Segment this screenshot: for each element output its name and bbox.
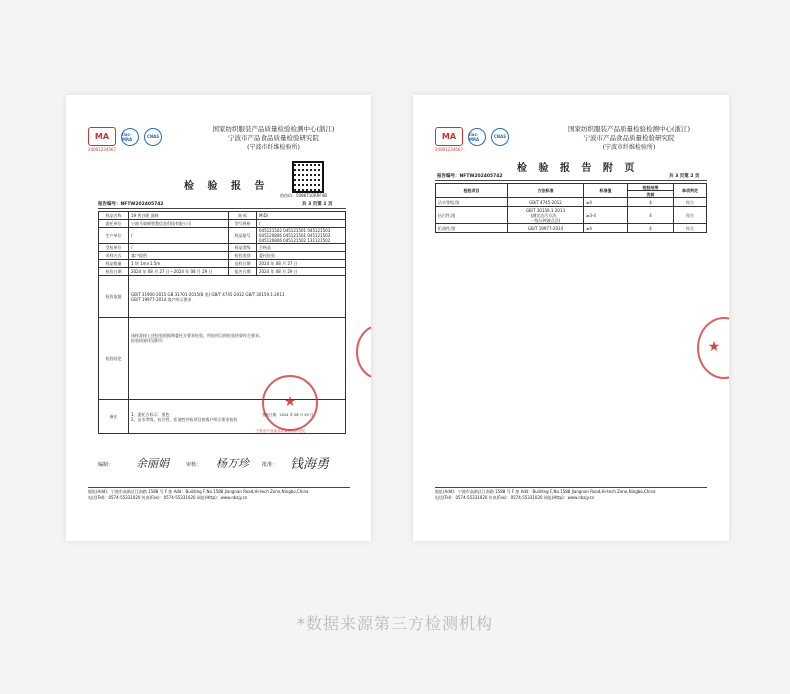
report-info-row: [99, 220, 346, 228]
inspection-report-page: [66, 95, 371, 541]
ma-logo-icon: MA: [435, 127, 463, 146]
qr-code-icon: [292, 161, 324, 193]
field-label: 生产单位: [99, 228, 129, 244]
report-info-row: [99, 212, 346, 220]
page-number: 共 3 页第 1 页: [302, 202, 333, 207]
result-cell-method: GB/T 19977-2014: [508, 224, 584, 233]
field-label: 商 标: [229, 212, 257, 220]
field-label: 采样方式: [99, 252, 129, 260]
field-label: 样品数量: [99, 260, 129, 268]
col-result-sub: 洗前: [628, 191, 674, 198]
page-number: 共 3 页第 2 页: [669, 174, 700, 179]
result-cell-method: GB/T 30159.1-2013 (测定沾污方法， 一级压榨液点法): [508, 207, 584, 224]
field-value: 19 普白呢 面料: [129, 212, 229, 220]
field-value: 2024 年 08 月 27 日: [257, 260, 346, 268]
result-cell-std: ≥4: [584, 224, 628, 233]
result-cell-judge: 符合: [674, 207, 707, 224]
field-value: 委托检验: [257, 252, 346, 260]
field-value: /: [129, 244, 229, 252]
report-info-row: [99, 252, 346, 260]
field-value: 客户提供: [129, 252, 229, 260]
edge-seal-icon: ★: [697, 317, 729, 379]
report-header: [186, 125, 361, 152]
signature-compiler: 余丽娟: [136, 457, 169, 470]
sign-label: 编制：: [98, 462, 114, 468]
result-cell-item: 抗污性,级: [436, 207, 508, 224]
basis-label: 检验依据: [99, 276, 129, 318]
col-result: 检验结果: [628, 184, 674, 191]
field-label: 样品批号: [229, 228, 257, 244]
col-std: 标准值: [584, 184, 628, 198]
basis-value: GB/T 31900-2015 GB 31701-2015(B 类) GB/T 4745-2012 GB/T 30159.1-2013 GB/T 19977-2014 客户明示要求: [129, 276, 346, 318]
footer-contact: 电话(Tel)：0574-55331020 传真(Fax)：0574-55331020 网址(Http)：www.nbzjy.cn: [435, 495, 595, 500]
result-cell-judge: 符合: [674, 224, 707, 233]
field-label: 送样日期: [229, 260, 257, 268]
audit-label: 审核：: [186, 462, 202, 468]
institute-name: 国家纺织服装产品质量检验检测中心(浙江): [567, 125, 691, 133]
field-label: 型号规格: [229, 220, 257, 228]
report-info-row: [99, 228, 346, 244]
field-value: 045121502 045121501 045121503 045120806 045121501 045121503 045120806 045121502 131121502: [257, 228, 346, 244]
col-item: 检验项目: [436, 184, 508, 198]
report-info-row: [99, 260, 346, 268]
ilac-logo-icon: ilac-MRA: [468, 128, 486, 146]
report-info-row: [99, 244, 346, 252]
appendix-header: [539, 125, 719, 152]
certification-logos: [88, 127, 162, 152]
field-label: 受检单位: [99, 244, 129, 252]
field-value: 宁波马骑顿智慧信息科技有限公司: [129, 220, 229, 228]
divider: [98, 208, 346, 209]
ilac-logo-icon: ilac-MRA: [121, 128, 139, 146]
report-no-label: 报告编号：NFTW202405742: [98, 202, 164, 207]
cnas-logo-icon: CNAS: [144, 128, 162, 146]
field-value: MiDi: [257, 212, 346, 220]
appendix-page: [413, 95, 729, 541]
institute-alias: (宁波市纤维检验所): [247, 144, 300, 151]
certification-logos: [435, 127, 509, 152]
field-label: 样品等级: [229, 244, 257, 252]
field-label: 报告日期: [229, 268, 257, 276]
signature-approver: 钱海勇: [290, 457, 330, 472]
result-cell-method: GB/T 4745-2012: [508, 198, 584, 207]
col-judge: 单项判定: [674, 184, 707, 198]
result-cell-std: ≥4: [584, 198, 628, 207]
report-title: 检 验 报 告: [184, 181, 270, 192]
result-cell-result: 4: [628, 198, 674, 207]
footer-divider: [88, 487, 350, 488]
footer-address: 地址(Add)：宁波市高新区江南路 1588 号 F 座 Add：Building F,No.1588 Jiangnan Road,Hi-tech Zone,Ningbo,China: [88, 489, 309, 494]
notes-value: 1、委托方标示：黑色 2、沾水等级、抗污性、拒油性外检项目按客户明示要求检验: [129, 400, 346, 434]
field-value: 2024 年 08 月 29 日: [257, 268, 346, 276]
result-cell-item: 沾水等级,级: [436, 198, 508, 207]
result-row: [436, 207, 707, 224]
anti-fake-code: 防伪码：5086710RRF4B: [280, 193, 327, 198]
signature-auditor: 杨万珍: [216, 457, 249, 470]
seal-text: 宁波市产品食品质量检验研究院: [256, 429, 305, 433]
field-value: 合格品: [257, 244, 346, 252]
conclusion-label: 检验结论: [99, 318, 129, 400]
edge-seal-icon: [356, 325, 371, 379]
divider: [435, 180, 707, 181]
appendix-footer: [435, 489, 655, 501]
report-footer: [88, 489, 308, 501]
data-source-caption: *数据来源第三方检测机构: [296, 614, 493, 633]
footer-divider: [435, 487, 707, 488]
col-method: 方法标准: [508, 184, 584, 198]
result-row: [436, 198, 707, 207]
ma-logo-number: 24001234567: [88, 147, 116, 152]
institute-name: 国家纺织服装产品质量检验检测中心(浙江): [212, 125, 335, 133]
institute-alias: (宁波市纤维检验所): [602, 144, 656, 151]
footer-address: 地址(Add)：宁波市高新区江南路 1588 号 F 座 Add：Building F,No.1588 Jiangnan Road,Hi-tech Zone,Ningbo,China: [435, 489, 656, 494]
footer-contact: 电话(Tel)：0574-55331020 传真(Fax)：0574-55331020 网址(Http)：www.nbzjy.cn: [88, 495, 248, 500]
appendix-title: 检 验 报 告 附 页: [517, 163, 639, 174]
result-cell-result: 4: [628, 224, 674, 233]
official-seal-icon: ★: [262, 375, 318, 431]
cnas-logo-icon: CNAS: [491, 128, 509, 146]
result-cell-result: 4: [628, 207, 674, 224]
approve-label: 批准：: [262, 462, 278, 468]
field-value: /: [129, 228, 229, 244]
institute-subname: 宁波市产品食品质量检验研究院: [583, 134, 675, 142]
field-value: 2024 年 08 月 27 日～2024 年 08 月 29 日: [129, 268, 229, 276]
ma-logo-number: 24001234567: [435, 147, 463, 152]
field-label: 委托单位: [99, 220, 129, 228]
issue-date: 签发日期：2024 年 08 月 29 日: [262, 413, 314, 417]
institute-subname: 宁波市产品食品质量检验研究院: [228, 134, 319, 142]
notes-label: 备注: [99, 400, 129, 434]
field-value: /: [257, 220, 346, 228]
result-cell-judge: 符合: [674, 198, 707, 207]
ma-logo-icon: MA: [88, 127, 116, 146]
report-info-row: [99, 268, 346, 276]
result-cell-item: 拒油性,级: [436, 224, 508, 233]
result-row: [436, 224, 707, 233]
field-label: 检验日期: [99, 268, 129, 276]
field-label: 检验类别: [229, 252, 257, 260]
result-cell-std: ≥3-4: [584, 207, 628, 224]
field-label: 样品名称: [99, 212, 129, 220]
report-no-label: 报告编号：NFTW202405742: [437, 174, 503, 179]
appendix-results-table: [435, 183, 707, 233]
conclusion-text: 该样品按上述检验依据和委托方要求检验，所检项目的检验结果符合要求。 检验结果详见附页: [131, 333, 263, 343]
field-value: 1 块 1m×1.5m: [129, 260, 229, 268]
